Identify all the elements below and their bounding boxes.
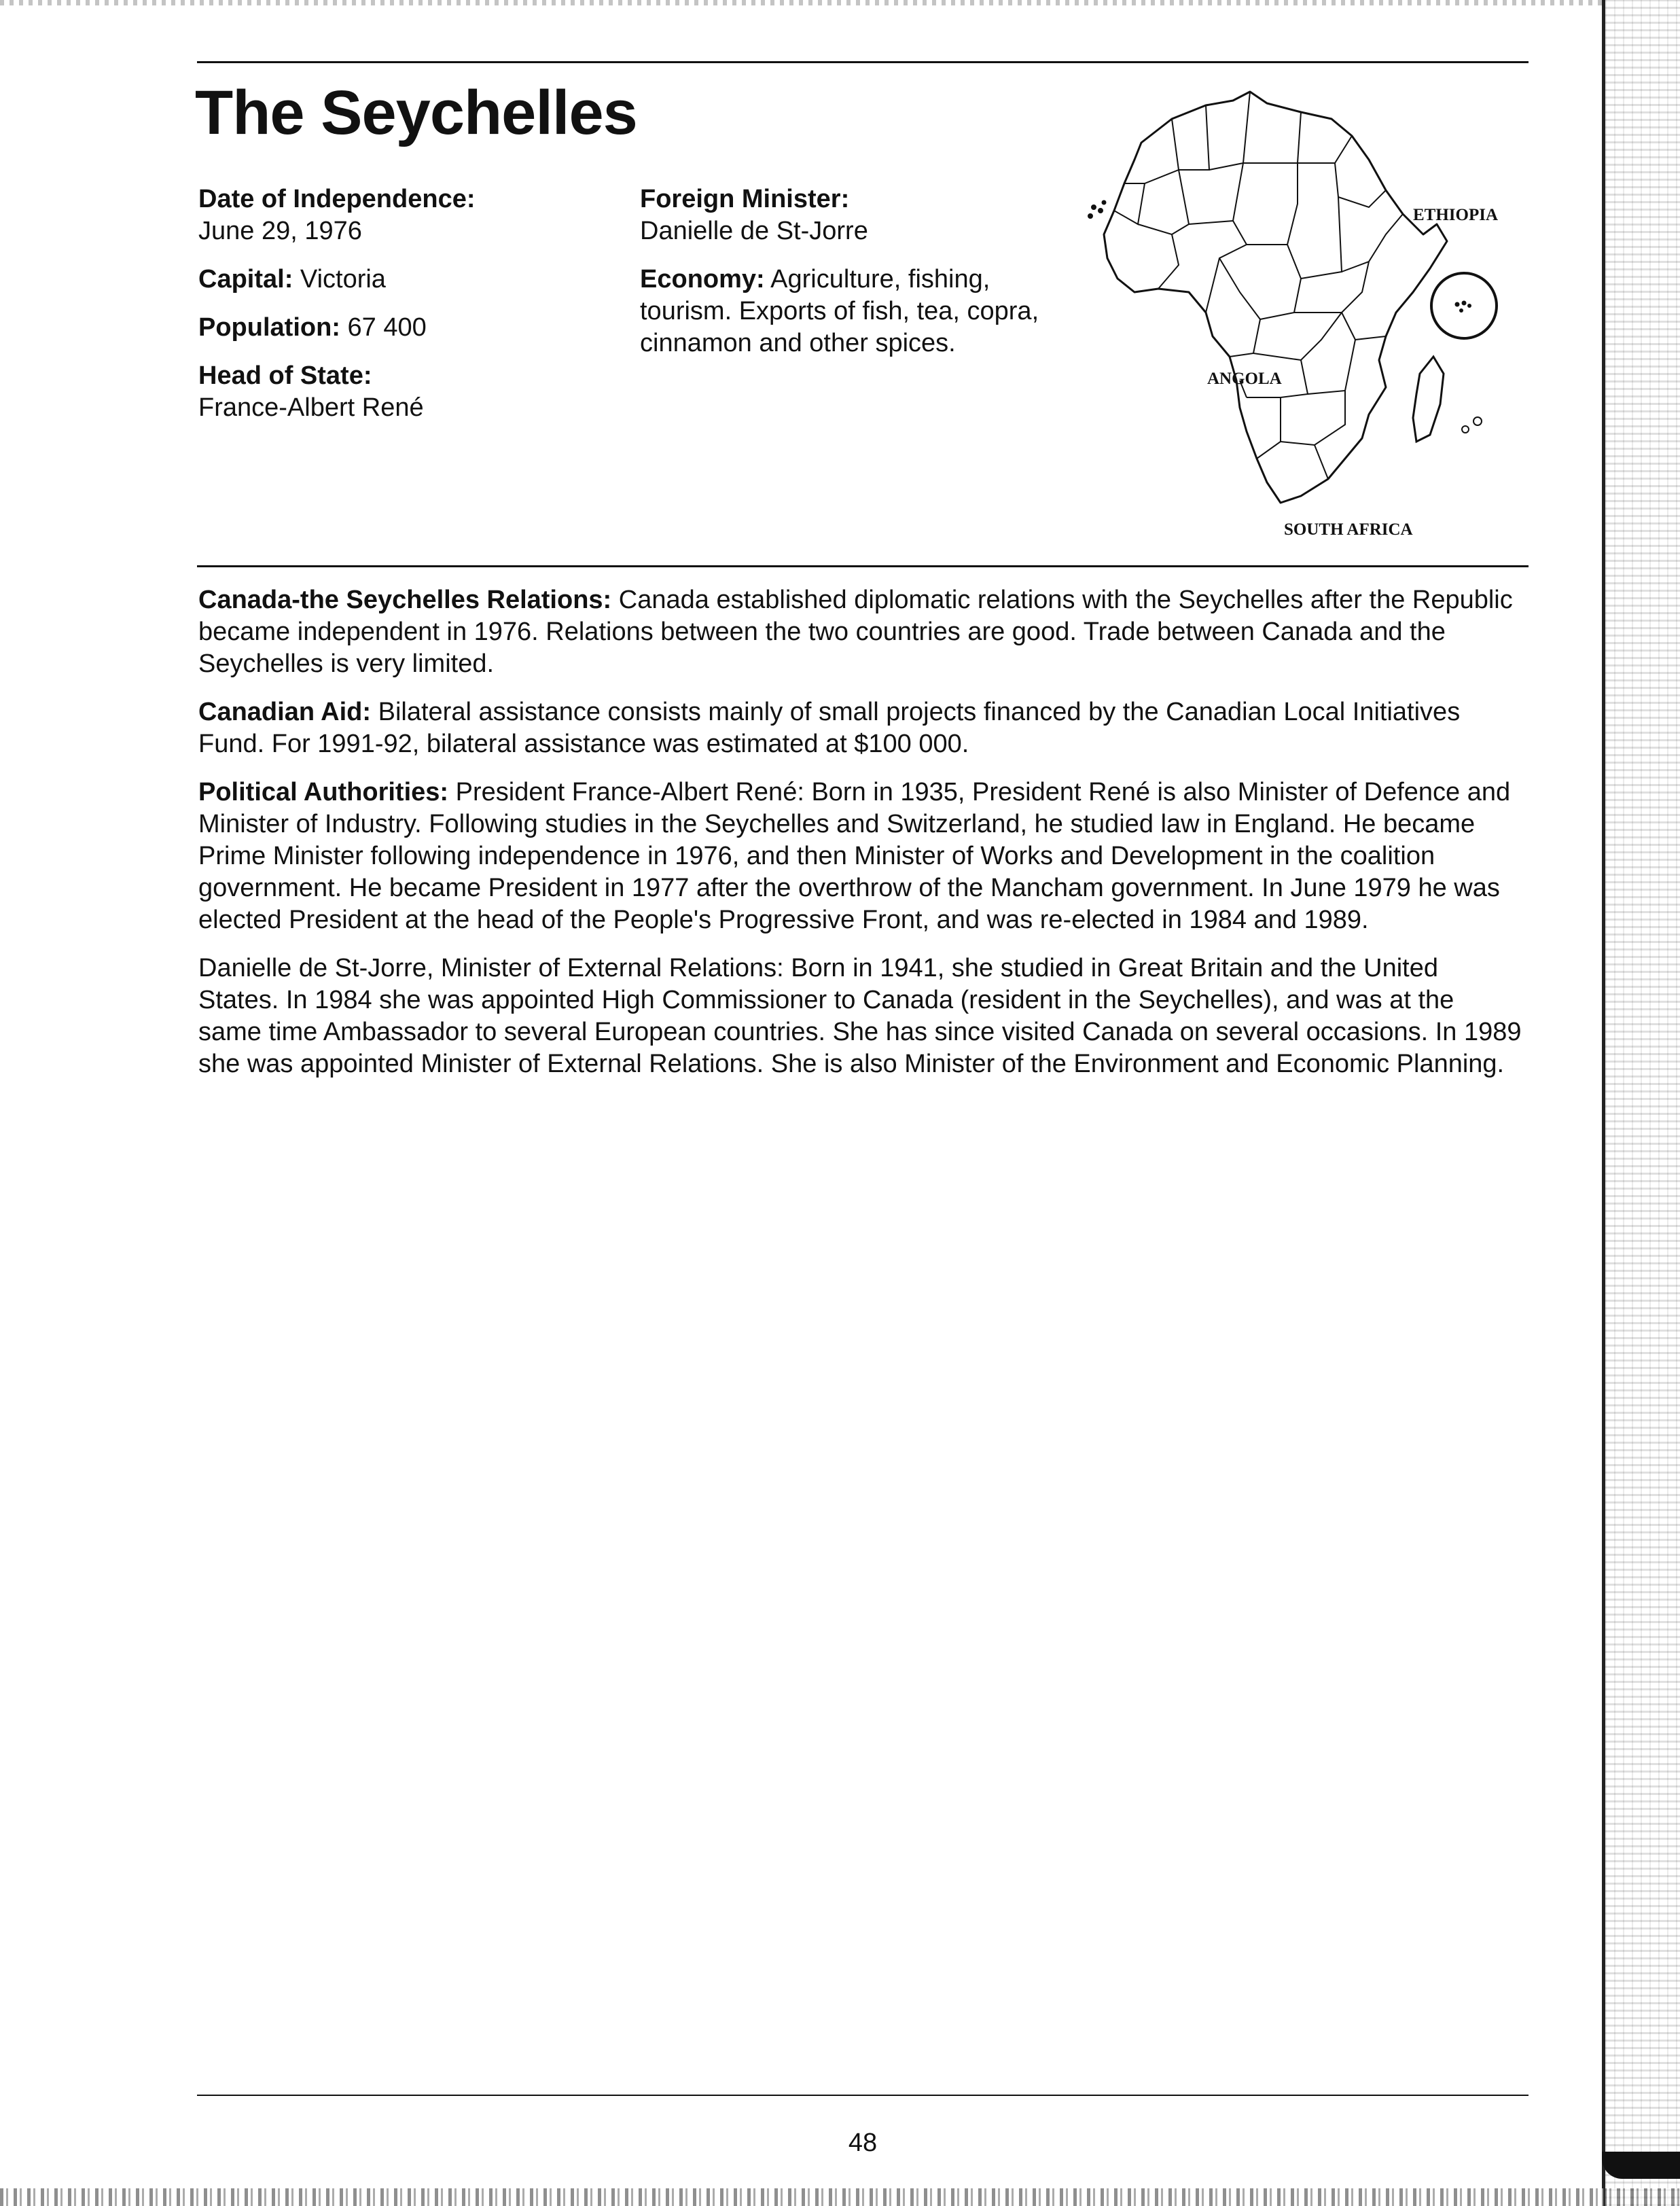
facts-left-column <box>198 183 613 440</box>
section-lead: Canadian Aid: <box>198 698 372 726</box>
fact-label: Date of Independence: <box>198 185 476 213</box>
fact-value: France-Albert René <box>198 393 424 422</box>
fact-value: Danielle de St-Jorre <box>640 217 868 245</box>
section-text: Canada established diplomatic relations with the Seychelles after the Republic became independent in 1976. Relations between the two countries are good. Trade between Canada and the Seychelles is very limited. <box>198 586 1513 678</box>
fact-foreign-minister <box>640 183 1048 247</box>
section-lead: Canada-the Seychelles Relations: <box>198 586 612 614</box>
outlying-islands <box>1088 201 1482 433</box>
madagascar <box>1413 357 1444 442</box>
page-title: The Seychelles <box>195 78 637 147</box>
scan-edge-top <box>0 0 1603 5</box>
section-divider-rule <box>197 565 1529 567</box>
section-foreign-minister-bio <box>198 953 1523 1080</box>
fact-date-of-independence <box>198 183 613 247</box>
fact-label: Capital: <box>198 265 293 293</box>
fact-label: Economy: <box>640 265 765 293</box>
fact-capital <box>198 264 613 296</box>
fact-value: 67 400 <box>347 313 427 342</box>
section-lead: Political Authorities: <box>198 778 449 806</box>
scan-edge-bottom <box>0 2188 1680 2206</box>
section-text: President France-Albert René: Born in 1935, President René is also Minister of Defence and Minister of Industry. Following studies in the Seychelles and Switzerland, he studied law in England. He became Prime Minister following independence in 1976, and then Minister of Works and Development in the coalition government. He became President in 1977 after the overthrow of the Mancham government. In June 1979 he was elected President at the head of the People's Progressive Front, and was re-elected in 1984 and 1989. <box>198 778 1511 934</box>
map-label-angola: ANGOLA <box>1207 370 1282 388</box>
facts-right-column <box>640 183 1048 376</box>
footer-rule <box>197 2095 1529 2096</box>
country-borders <box>1114 92 1403 479</box>
fact-value: June 29, 1976 <box>198 217 362 245</box>
top-rule <box>197 61 1529 63</box>
africa-outline <box>1104 92 1447 503</box>
section-canada-relations <box>198 584 1523 680</box>
fact-head-of-state <box>198 360 613 424</box>
fact-label: Foreign Minister: <box>640 185 850 213</box>
scan-page-edge <box>1602 0 1680 2206</box>
map-label-ethiopia: ETHIOPIA <box>1413 206 1498 224</box>
body-text <box>198 584 1523 1097</box>
fact-economy <box>640 264 1048 359</box>
seychelles-highlight-circle <box>1431 273 1497 338</box>
africa-locator-map <box>1077 88 1498 550</box>
fact-value: Victoria <box>300 265 386 293</box>
section-canadian-aid <box>198 696 1523 760</box>
fact-value: Agriculture, fishing, tourism. Exports of fish, tea, copra, cinnamon and other spices. <box>640 265 1039 357</box>
fact-label: Head of State: <box>198 361 372 390</box>
section-text: Bilateral assistance consists mainly of small projects financed by the Canadian Local Initiatives Fund. For 1991-92, bilateral assistance was estimated at $100 000. <box>198 698 1461 758</box>
fact-population <box>198 312 613 344</box>
section-text: Danielle de St-Jorre, Minister of External Relations: Born in 1941, she studied in Great Britain and the United States. In 1984 she was appointed High Commissioner to Canada (resident in the Seychelles), and was at the same time Ambassador to several European countries. She has since visited Canada on several occasions. In 1989 she was appointed Minister of External Relations. She is also Minister of the Environment and Economic Planning. <box>198 954 1522 1078</box>
fact-label: Population: <box>198 313 340 342</box>
section-political-authorities <box>198 777 1523 936</box>
page-number: 48 <box>848 2129 878 2157</box>
map-label-south-africa: SOUTH AFRICA <box>1284 520 1413 539</box>
